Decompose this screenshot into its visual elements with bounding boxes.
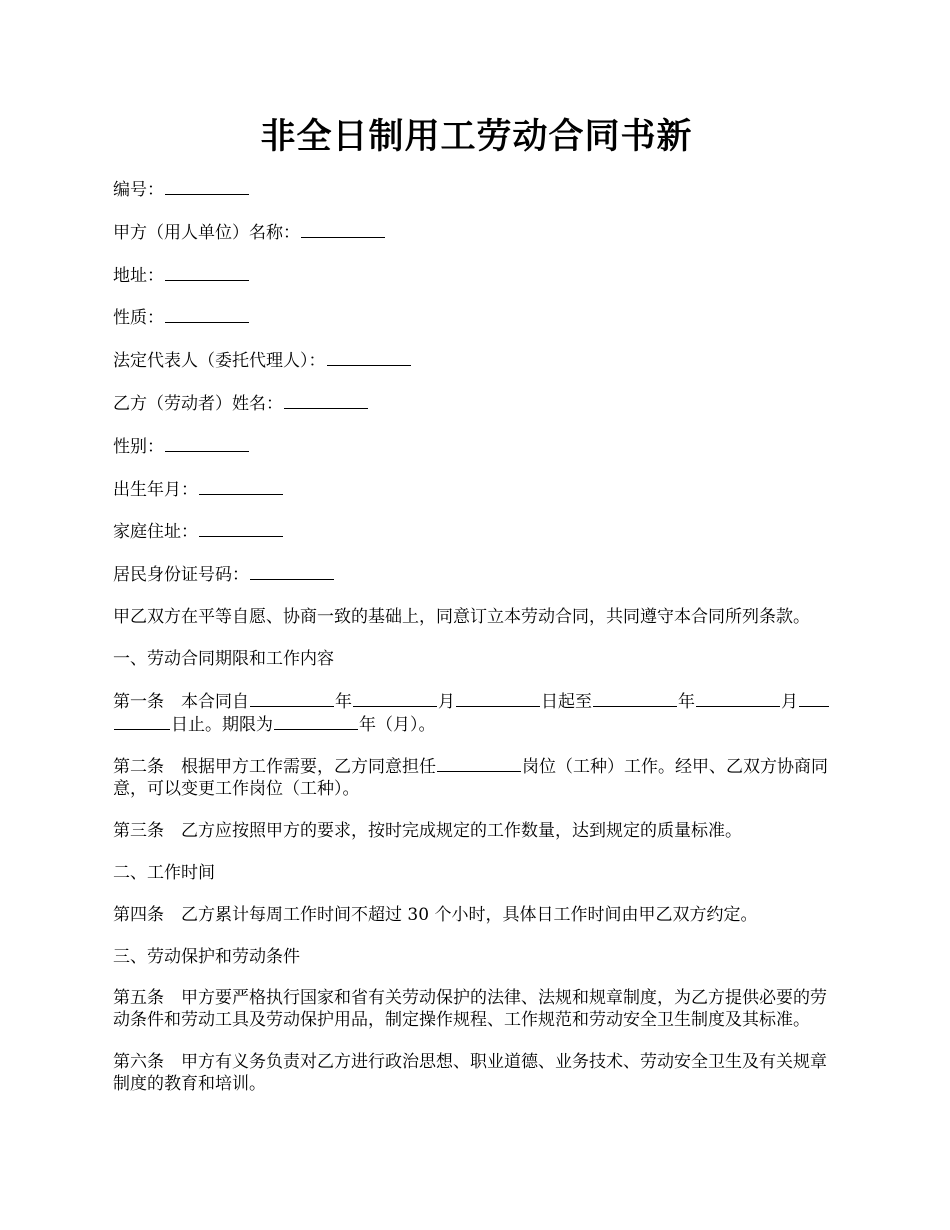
section-heading-3: 三、劳动保护和劳动条件 — [113, 946, 300, 967]
article-text: 岗位（工种）工作。经甲、乙双方协商同意，可以变更工作岗位（工种）。 — [113, 757, 828, 800]
article-text: 月 — [438, 691, 455, 712]
field-label: 甲方（用人单位）名称： — [113, 222, 300, 243]
section-heading-2: 二、工作时间 — [113, 862, 215, 883]
blank-line — [199, 520, 283, 537]
article-text: 年（月）。 — [359, 714, 436, 735]
blank-line — [799, 690, 829, 707]
document-title: 非全日制用工劳动合同书新 — [260, 116, 693, 157]
article-text: 第二条 根据甲方工作需要，乙方同意担任 — [113, 757, 436, 778]
blank-line — [199, 478, 283, 495]
blank-line — [437, 755, 521, 772]
field-label: 地址： — [113, 265, 164, 286]
article-5: 第五条 甲方要严格执行国家和省有关劳动保护的法律、法规和规章制度，为乙方提供必要的劳动条件和劳动工具及劳动保护用品，制定操作规程、工作规范和劳动安全卫生制度及其标准。 — [113, 988, 827, 1031]
field-party-b-name — [113, 392, 840, 415]
field-gender — [113, 435, 840, 458]
blank-line — [327, 349, 411, 366]
article-2 — [113, 755, 840, 800]
field-number — [113, 178, 840, 201]
field-label: 家庭住址： — [113, 522, 198, 543]
intro-paragraph: 甲乙双方在平等自愿、协商一致的基础上，同意订立本劳动合同，共同遵守本合同所列条款。 — [113, 606, 810, 627]
article-text: 日起至 — [541, 691, 592, 712]
field-label: 居民身份证号码： — [113, 565, 249, 586]
field-label: 乙方（劳动者）姓名： — [113, 393, 283, 414]
section-heading-1: 一、劳动合同期限和工作内容 — [113, 648, 334, 669]
blank-line — [593, 690, 677, 707]
blank-line — [284, 392, 368, 409]
blank-line — [165, 264, 249, 281]
blank-line — [250, 563, 334, 580]
blank-line — [696, 690, 780, 707]
article-text: 第一条 本合同自 — [113, 691, 249, 712]
article-text: 月 — [781, 691, 798, 712]
article-3: 第三条 乙方应按照甲方的要求，按时完成规定的工作数量，达到规定的质量标准。 — [113, 821, 742, 842]
field-address — [113, 264, 840, 287]
blank-line — [114, 713, 170, 730]
article-4: 第四条 乙方累计每周工作时间不超过 30 个小时，具体日工作时间由甲乙双方约定。 — [113, 904, 758, 925]
blank-line — [250, 690, 334, 707]
field-birth — [113, 478, 840, 501]
blank-line — [165, 178, 249, 195]
blank-line — [274, 713, 358, 730]
blank-line — [456, 690, 540, 707]
article-text: 年 — [678, 691, 695, 712]
field-label: 性质： — [113, 308, 164, 329]
field-label: 出生年月： — [113, 479, 198, 500]
field-label: 编号： — [113, 180, 164, 200]
article-1 — [113, 690, 840, 736]
article-text: 年 — [335, 691, 352, 712]
blank-line — [301, 221, 385, 238]
field-home-address — [113, 520, 840, 543]
field-party-a-name — [113, 221, 840, 244]
field-id-number — [113, 563, 840, 586]
article-6: 第六条 甲方有义务负责对乙方进行政治思想、职业道德、业务技术、劳动安全卫生及有关规章制度的教育和培训。 — [113, 1052, 827, 1095]
field-label: 性别： — [113, 436, 164, 457]
blank-line — [165, 306, 249, 323]
document-body — [113, 178, 840, 1115]
blank-line — [165, 435, 249, 452]
field-nature — [113, 306, 840, 329]
field-label: 法定代表人（委托代理人）： — [113, 351, 326, 372]
blank-line — [353, 690, 437, 707]
article-text: 日止。期限为 — [171, 714, 273, 735]
field-legal-representative — [113, 349, 840, 372]
